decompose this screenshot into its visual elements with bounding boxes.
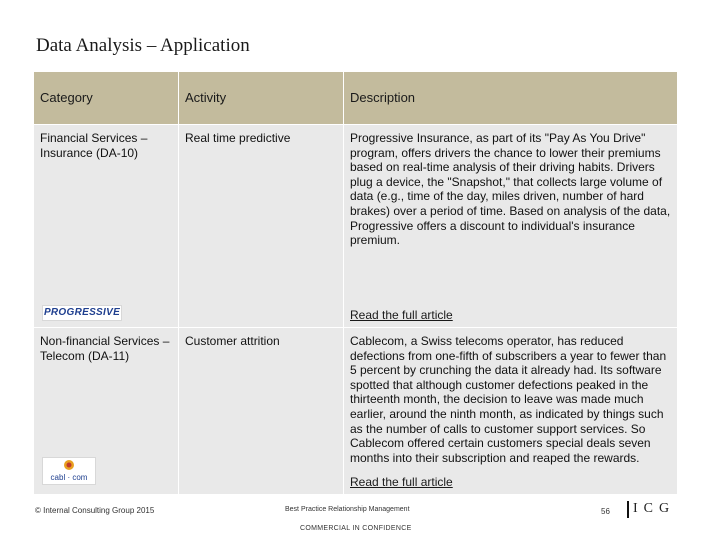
- read-full-article-link[interactable]: Read the full article: [350, 475, 453, 490]
- category-cell: [34, 328, 179, 494]
- description-text: Progressive Insurance, as part of its "Pay As You Drive" program, offers drivers the chance to lower their premiums based on real-time analysis of their driving habits. Drivers plug a device, the "Snapshot," that collects large volume of data (e.g., time of the day, miles driven, number of hard brakes) over a period of time. Based on analysis of the data, Progressive offers a discount to individual's insurance premium.: [350, 131, 671, 248]
- progressive-logo-text: PROGRESSIVE: [43, 307, 121, 318]
- header-description: Description: [350, 89, 416, 105]
- category-text: Non-financial Services – Telecom (DA-11): [40, 334, 170, 363]
- cablecom-logo: [42, 457, 96, 485]
- activity-cell: Customer attrition: [179, 328, 344, 494]
- header-activity: Activity: [179, 72, 344, 124]
- description-cell: [344, 328, 677, 494]
- svg-text:cabl · com: cabl · com: [50, 473, 88, 482]
- page-number: 56: [601, 507, 610, 516]
- icg-logo: [627, 500, 679, 518]
- category-cell: [34, 125, 179, 327]
- application-table: [34, 72, 677, 495]
- table-header-row: [34, 72, 677, 125]
- footer-title: Best Practice Relationship Management: [285, 506, 410, 513]
- page-title: Data Analysis – Application: [36, 35, 250, 56]
- footer-copyright: © Internal Consulting Group 2015: [35, 506, 155, 515]
- icg-logo-text: ICG: [633, 501, 676, 516]
- read-full-article-link[interactable]: Read the full article: [350, 308, 453, 323]
- category-text: Financial Services – Insurance (DA-10): [40, 131, 148, 160]
- activity-cell: Real time predictive: [179, 125, 344, 327]
- footer-confidential: COMMERCIAL IN CONFIDENCE: [300, 525, 412, 532]
- header-category: Category: [34, 72, 179, 124]
- progressive-logo: [42, 305, 122, 321]
- table-row: [34, 328, 677, 495]
- cablecom-logo-graphic: [43, 458, 95, 484]
- description-text: Cablecom, a Swiss telecoms operator, has reduced defections from one-fifth of subscribers a year to fewer than 5 percent by crunching the data it already had. Its software spotted that although customer defections peaked in the thirteenth month, the decision to leave was made much earlier, around the ninth month, as indicated by things such as the number of calls to customer support services. So Cablecom offered certain customers special deals seven months into their subscription and reaped the rewards.: [350, 334, 667, 465]
- description-cell: [344, 125, 677, 327]
- logo-bar: [627, 501, 629, 518]
- table-row: [34, 125, 677, 328]
